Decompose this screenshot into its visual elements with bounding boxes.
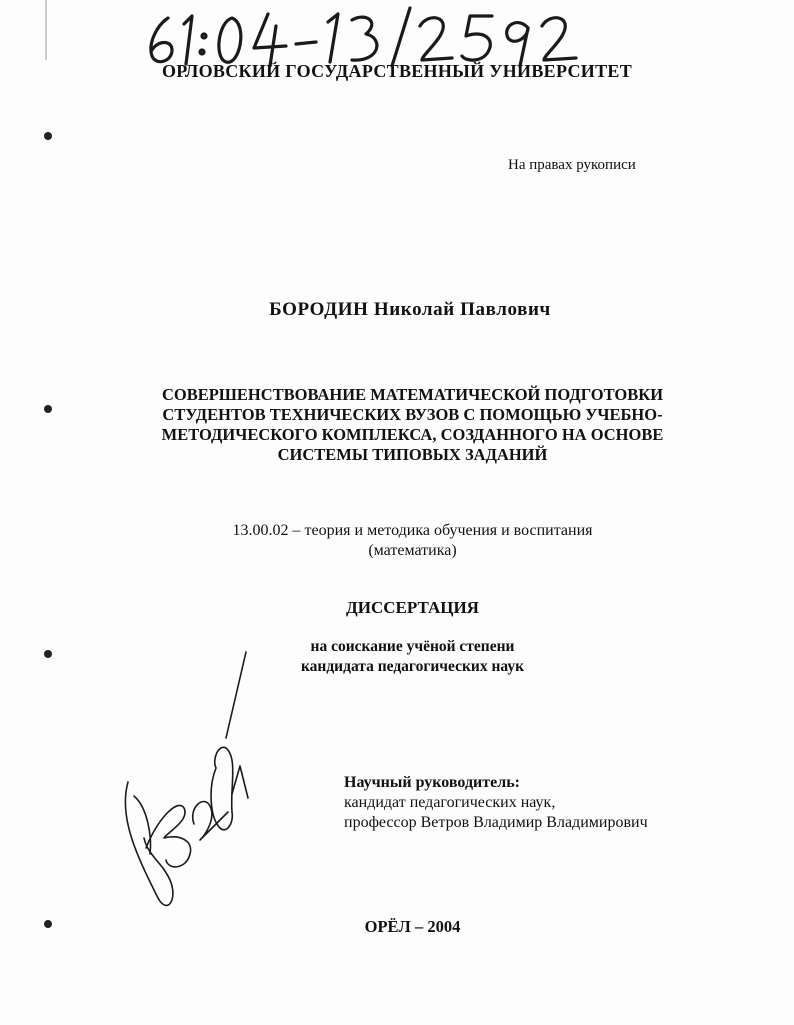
binder-hole-mark xyxy=(44,405,52,413)
binder-hole-mark xyxy=(44,132,52,140)
degree-line: кандидата педагогических наук xyxy=(300,658,525,675)
specialty-code xyxy=(150,521,675,561)
title-line: МЕТОДИЧЕСКОГО КОМПЛЕКСА, СОЗДАННОГО НА ОСНОВЕ xyxy=(161,425,664,444)
supervisor-label: Научный руководитель: xyxy=(344,774,520,791)
binder-hole-mark xyxy=(44,650,52,658)
title-line: СИСТЕМЫ ТИПОВЫХ ЗАДАНИЙ xyxy=(277,445,548,464)
document-type: ДИССЕРТАЦИЯ xyxy=(346,598,479,617)
handwritten-signature xyxy=(108,648,268,918)
supervisor-block xyxy=(344,773,648,833)
specialty-subject: (математика) xyxy=(368,542,457,559)
binder-hole-mark xyxy=(44,920,52,928)
binder-line xyxy=(45,0,47,60)
signature-drawing xyxy=(108,648,268,918)
specialty-line: 13.00.02 – теория и методика обучения и воспитания xyxy=(232,522,593,539)
dissertation-title xyxy=(120,385,705,465)
author-name: БОРОДИН Николай Павлович xyxy=(269,299,551,320)
title-line: СОВЕРШЕНСТВОВАНИЕ МАТЕМАТИЧЕСКОЙ ПОДГОТОВКИ xyxy=(161,385,664,404)
city-year: ОРЁЛ – 2004 xyxy=(364,917,461,936)
title-line: СТУДЕНТОВ ТЕХНИЧЕСКИХ ВУЗОВ С ПОМОЩЬЮ УЧЕБНО- xyxy=(162,405,663,424)
supervisor-name: профессор Ветров Владимир Владимирович xyxy=(344,814,648,831)
supervisor-title: кандидат педагогических наук, xyxy=(344,794,556,811)
university-name: ОРЛОВСКИЙ ГОСУДАРСТВЕННЫЙ УНИВЕРСИТЕТ xyxy=(162,61,632,81)
degree-line: на соискание учёной степени xyxy=(310,638,515,655)
manuscript-rights-note: На правах рукописи xyxy=(508,157,636,173)
